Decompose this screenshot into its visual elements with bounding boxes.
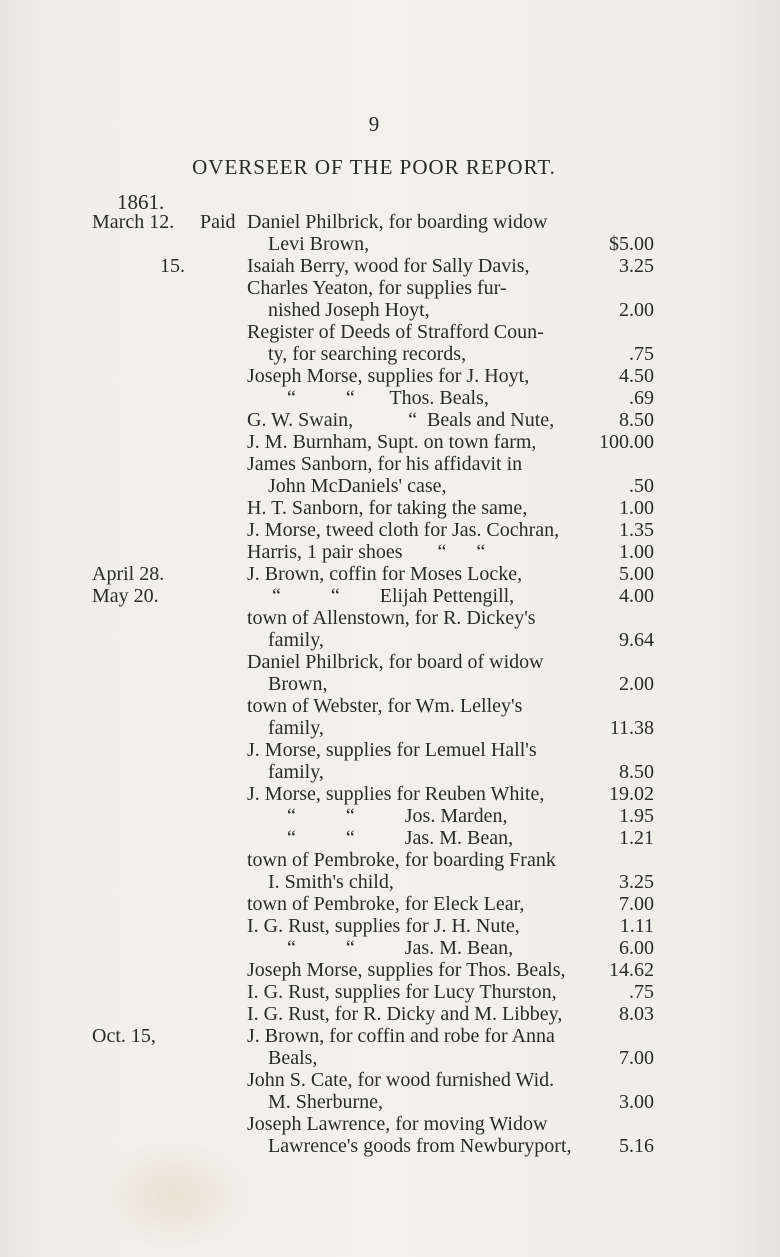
entry-description: Joseph Lawrence, for moving Widow bbox=[247, 1113, 548, 1135]
entry-description: J. Morse, supplies for Reuben White, bbox=[247, 783, 545, 805]
ledger-row bbox=[0, 233, 780, 255]
ledger-row bbox=[0, 607, 780, 629]
entry-amount: 4.50 bbox=[619, 365, 654, 387]
ledger-row bbox=[0, 277, 780, 299]
ledger-row bbox=[0, 211, 780, 233]
entry-amount: $5.00 bbox=[609, 233, 654, 255]
entry-description: Charles Yeaton, for supplies fur- bbox=[247, 277, 507, 299]
ledger-row bbox=[0, 255, 780, 277]
ledger-row bbox=[0, 1069, 780, 1091]
page-number: 9 bbox=[368, 112, 380, 136]
entry-amount: 7.00 bbox=[619, 893, 654, 915]
entry-amount: 1.35 bbox=[619, 519, 654, 541]
entry-description: John McDaniels' case, bbox=[268, 475, 447, 497]
entry-amount: 8.50 bbox=[619, 761, 654, 783]
entry-amount: 2.00 bbox=[619, 299, 654, 321]
entry-description: “ “ Jos. Marden, bbox=[247, 805, 508, 827]
entry-amount: 19.02 bbox=[609, 783, 654, 805]
entry-description: family, bbox=[268, 717, 324, 739]
entry-description: Levi Brown, bbox=[268, 233, 370, 255]
ledger-row bbox=[0, 299, 780, 321]
entry-description: J. Brown, coffin for Moses Locke, bbox=[247, 563, 523, 585]
entry-description: town of Pembroke, for Eleck Lear, bbox=[247, 893, 525, 915]
entry-description: I. G. Rust, supplies for J. H. Nute, bbox=[247, 915, 520, 937]
entry-description: James Sanborn, for his affidavit in bbox=[247, 453, 523, 475]
ledger-row bbox=[0, 717, 780, 739]
entry-description: Daniel Philbrick, for boarding widow bbox=[247, 211, 548, 233]
ledger-row bbox=[0, 849, 780, 871]
ledger-row bbox=[0, 563, 780, 585]
entry-amount: 7.00 bbox=[619, 1047, 654, 1069]
ledger-row bbox=[0, 585, 780, 607]
ledger-row bbox=[0, 1025, 780, 1047]
entry-amount: 100.00 bbox=[599, 431, 654, 453]
entry-amount: 1.00 bbox=[619, 541, 654, 563]
entry-date: Oct. 15, bbox=[92, 1025, 156, 1047]
entry-description: family, bbox=[268, 629, 324, 651]
entry-amount: .75 bbox=[629, 343, 654, 365]
entry-description: Joseph Morse, supplies for J. Hoyt, bbox=[247, 365, 530, 387]
year-heading: 1861. bbox=[117, 190, 165, 214]
entry-description: Harris, 1 pair shoes “ “ bbox=[247, 541, 486, 563]
entry-description: J. M. Burnham, Supt. on town farm, bbox=[247, 431, 537, 453]
ledger-row bbox=[0, 959, 780, 981]
entry-description: M. Sherburne, bbox=[268, 1091, 383, 1113]
expense-ledger bbox=[0, 211, 780, 1157]
ledger-row bbox=[0, 783, 780, 805]
entry-amount: 11.38 bbox=[609, 717, 654, 739]
entry-description: J. Brown, for coffin and robe for Anna bbox=[247, 1025, 555, 1047]
entry-description: “ “ Jas. M. Bean, bbox=[247, 937, 514, 959]
ledger-row bbox=[0, 739, 780, 761]
entry-description: Lawrence's goods from Newburyport, bbox=[268, 1135, 572, 1157]
entry-amount: 9.64 bbox=[619, 629, 654, 651]
entry-description: J. Morse, supplies for Lemuel Hall's bbox=[247, 739, 537, 761]
entry-description: Register of Deeds of Strafford Coun- bbox=[247, 321, 544, 343]
ledger-row bbox=[0, 805, 780, 827]
ledger-row bbox=[0, 519, 780, 541]
entry-description: town of Allenstown, for R. Dickey's bbox=[247, 607, 536, 629]
entry-amount: 3.00 bbox=[619, 1091, 654, 1113]
ledger-row bbox=[0, 673, 780, 695]
entry-date: 15. bbox=[160, 255, 185, 277]
entry-date: March 12. bbox=[92, 211, 175, 233]
ledger-row bbox=[0, 321, 780, 343]
ledger-row bbox=[0, 365, 780, 387]
ledger-row bbox=[0, 409, 780, 431]
entry-amount: .50 bbox=[629, 475, 654, 497]
entry-description: J. Morse, tweed cloth for Jas. Cochran, bbox=[247, 519, 560, 541]
entry-description: “ “ Elijah Pettengill, bbox=[247, 585, 515, 607]
entry-amount: 5.16 bbox=[619, 1135, 654, 1157]
ledger-row bbox=[0, 629, 780, 651]
ledger-row bbox=[0, 651, 780, 673]
ledger-row bbox=[0, 915, 780, 937]
entry-amount: 14.62 bbox=[609, 959, 654, 981]
ledger-row bbox=[0, 453, 780, 475]
entry-amount: 6.00 bbox=[619, 937, 654, 959]
entry-description: Joseph Morse, supplies for Thos. Beals, bbox=[247, 959, 566, 981]
ledger-row bbox=[0, 387, 780, 409]
ledger-row bbox=[0, 827, 780, 849]
entry-amount: 8.50 bbox=[619, 409, 654, 431]
paid-label: Paid bbox=[200, 211, 236, 233]
entry-description: ty, for searching records, bbox=[268, 343, 467, 365]
entry-description: I. G. Rust, supplies for Lucy Thurston, bbox=[247, 981, 557, 1003]
entry-amount: 5.00 bbox=[619, 563, 654, 585]
entry-description: nished Joseph Hoyt, bbox=[268, 299, 430, 321]
entry-description: Brown, bbox=[268, 673, 328, 695]
ledger-row bbox=[0, 431, 780, 453]
entry-description: family, bbox=[268, 761, 324, 783]
ledger-row bbox=[0, 761, 780, 783]
ledger-row bbox=[0, 893, 780, 915]
ledger-row bbox=[0, 343, 780, 365]
ledger-row bbox=[0, 695, 780, 717]
entry-amount: 3.25 bbox=[619, 871, 654, 893]
ledger-row bbox=[0, 1003, 780, 1025]
entry-description: G. W. Swain, “ Beals and Nute, bbox=[247, 409, 555, 431]
entry-description: Beals, bbox=[268, 1047, 318, 1069]
entry-amount: 1.11 bbox=[619, 915, 654, 937]
entry-date: May 20. bbox=[92, 585, 159, 607]
entry-description: “ “ Thos. Beals, bbox=[247, 387, 489, 409]
entry-description: town of Webster, for Wm. Lelley's bbox=[247, 695, 523, 717]
ledger-row bbox=[0, 937, 780, 959]
entry-amount: .75 bbox=[629, 981, 654, 1003]
entry-description: Daniel Philbrick, for board of widow bbox=[247, 651, 544, 673]
entry-description: town of Pembroke, for boarding Frank bbox=[247, 849, 556, 871]
entry-amount: .69 bbox=[629, 387, 654, 409]
entry-amount: 2.00 bbox=[619, 673, 654, 695]
entry-description: H. T. Sanborn, for taking the same, bbox=[247, 497, 528, 519]
entry-amount: 1.00 bbox=[619, 497, 654, 519]
entry-amount: 1.21 bbox=[619, 827, 654, 849]
entry-amount: 1.95 bbox=[619, 805, 654, 827]
ledger-row bbox=[0, 1047, 780, 1069]
entry-description: Isaiah Berry, wood for Sally Davis, bbox=[247, 255, 530, 277]
ledger-row bbox=[0, 497, 780, 519]
ledger-row bbox=[0, 981, 780, 1003]
ledger-row bbox=[0, 1135, 780, 1157]
entry-description: John S. Cate, for wood furnished Wid. bbox=[247, 1069, 555, 1091]
entry-description: I. G. Rust, for R. Dicky and M. Libbey, bbox=[247, 1003, 563, 1025]
entry-description: “ “ Jas. M. Bean, bbox=[247, 827, 514, 849]
ledger-row bbox=[0, 541, 780, 563]
entry-amount: 4.00 bbox=[619, 585, 654, 607]
entry-date: April 28. bbox=[92, 563, 165, 585]
entry-amount: 3.25 bbox=[619, 255, 654, 277]
ledger-row bbox=[0, 1091, 780, 1113]
ledger-row bbox=[0, 1113, 780, 1135]
page-title: OVERSEER OF THE POOR REPORT. bbox=[192, 155, 556, 179]
ledger-row bbox=[0, 871, 780, 893]
entry-description: I. Smith's child, bbox=[268, 871, 394, 893]
entry-amount: 8.03 bbox=[619, 1003, 654, 1025]
ledger-row bbox=[0, 475, 780, 497]
